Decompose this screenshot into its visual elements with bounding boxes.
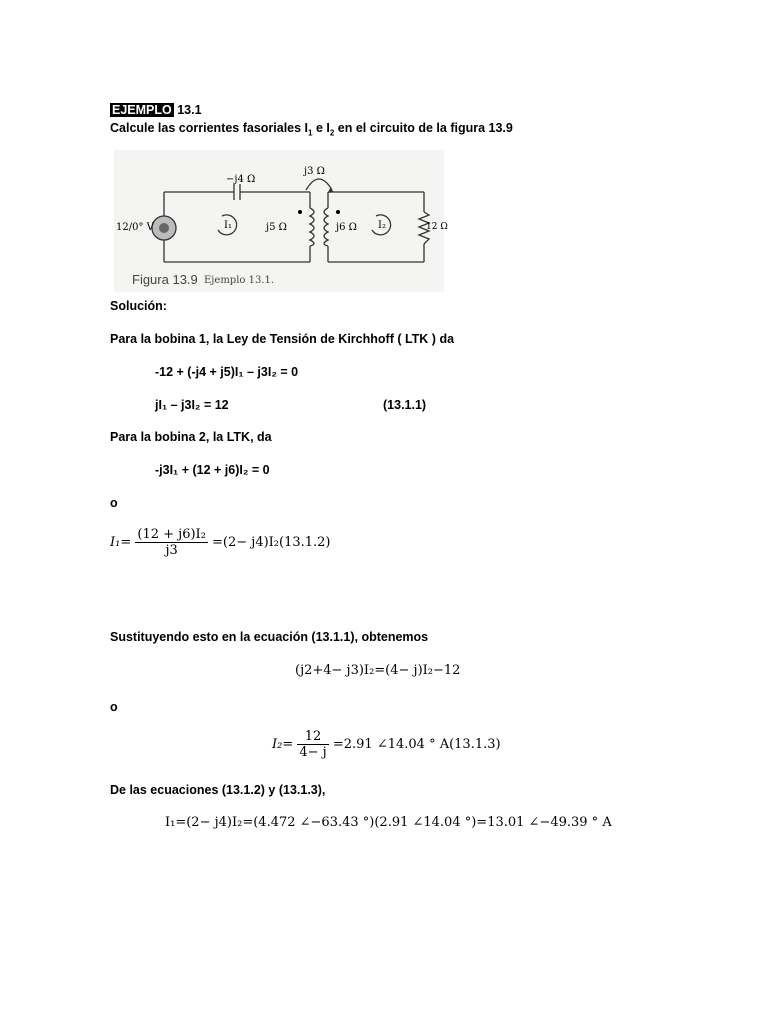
- source-label: 12/0° V: [116, 222, 154, 233]
- equation-4-rhs: =(2− j4)I₂(13.1.2): [212, 535, 331, 550]
- coil1-label: j5 Ω: [266, 222, 287, 233]
- equation-7: I₁=(2− j4)I₂=(4.472 ∠−63.43 °)(2.91 ∠14.04 °)=13.01 ∠−49.39 ° A: [165, 815, 612, 830]
- or-text: o: [110, 496, 118, 510]
- equation-2-number: (13.1.1): [383, 398, 427, 412]
- equation-6-lhs: I₂=: [272, 737, 294, 752]
- coil1-paragraph: Para la bobina 1, la Ley de Tensión de Kirchhoff ( LTK ) da: [110, 332, 455, 346]
- coil2-label: j6 Ω: [336, 222, 357, 233]
- example-number: 13.1: [177, 103, 202, 117]
- prompt-sub: 2: [329, 128, 335, 138]
- prompt-part: Calcule las corrientes fasoriales I: [110, 121, 309, 135]
- equation-2: jI₁ – j3I₂ = 12: [155, 398, 229, 412]
- equation-4-denominator: j3: [165, 543, 178, 558]
- equation-6-rhs: =2.91 ∠14.04 ° A(13.1.3): [332, 737, 501, 752]
- prompt-part: en el circuito de la figura 13.9: [334, 121, 513, 135]
- equation-6-fraction: [297, 729, 328, 760]
- prompt-sub: 1: [308, 128, 313, 138]
- equation-6-denominator: 4− j: [299, 745, 327, 760]
- equation-4-numerator: (12 + j6)I₂: [137, 527, 206, 542]
- equation-4-lhs: I₁=: [110, 535, 132, 550]
- mutual-label: j3 Ω: [304, 166, 325, 177]
- figure-caption: Figura 13.9: [132, 272, 198, 287]
- coil2-paragraph: Para la bobina 2, la LTK, da: [110, 430, 272, 444]
- figure-caption-sub: Ejemplo 13.1.: [204, 275, 275, 286]
- equation-1: -12 + (-j4 + j5)I₁ – j3I₂ = 0: [155, 365, 299, 379]
- current-i2-label: I₂: [378, 220, 386, 231]
- prompt-part: e I: [312, 121, 330, 135]
- equation-6: [272, 729, 501, 760]
- prompt-text: [110, 121, 513, 138]
- circuit-diagram: [114, 150, 444, 292]
- equation-3: -j3I₁ + (12 + j6)I₂ = 0: [155, 463, 270, 477]
- substitution-paragraph: Sustituyendo esto en la ecuación (13.1.1), obtenemos: [110, 630, 429, 644]
- from-paragraph: De las ecuaciones (13.1.2) y (13.1.3),: [110, 783, 326, 797]
- or-text-2: o: [110, 700, 118, 714]
- equation-4-fraction: [135, 527, 208, 558]
- example-heading: [110, 103, 202, 117]
- equation-5: (j2+4− j3)I₂=(4− j)I₂−12: [295, 663, 461, 678]
- equation-6-numerator: 12: [297, 729, 328, 745]
- circuit-figure: [114, 150, 448, 292]
- capacitor-label: −j4 Ω: [226, 174, 256, 185]
- resistor-label: 12 Ω: [426, 222, 448, 232]
- equation-4: [110, 527, 331, 558]
- solution-heading: Solución:: [110, 299, 167, 313]
- current-i1-label: I₁: [224, 220, 232, 231]
- example-tag: EJEMPLO: [112, 103, 172, 117]
